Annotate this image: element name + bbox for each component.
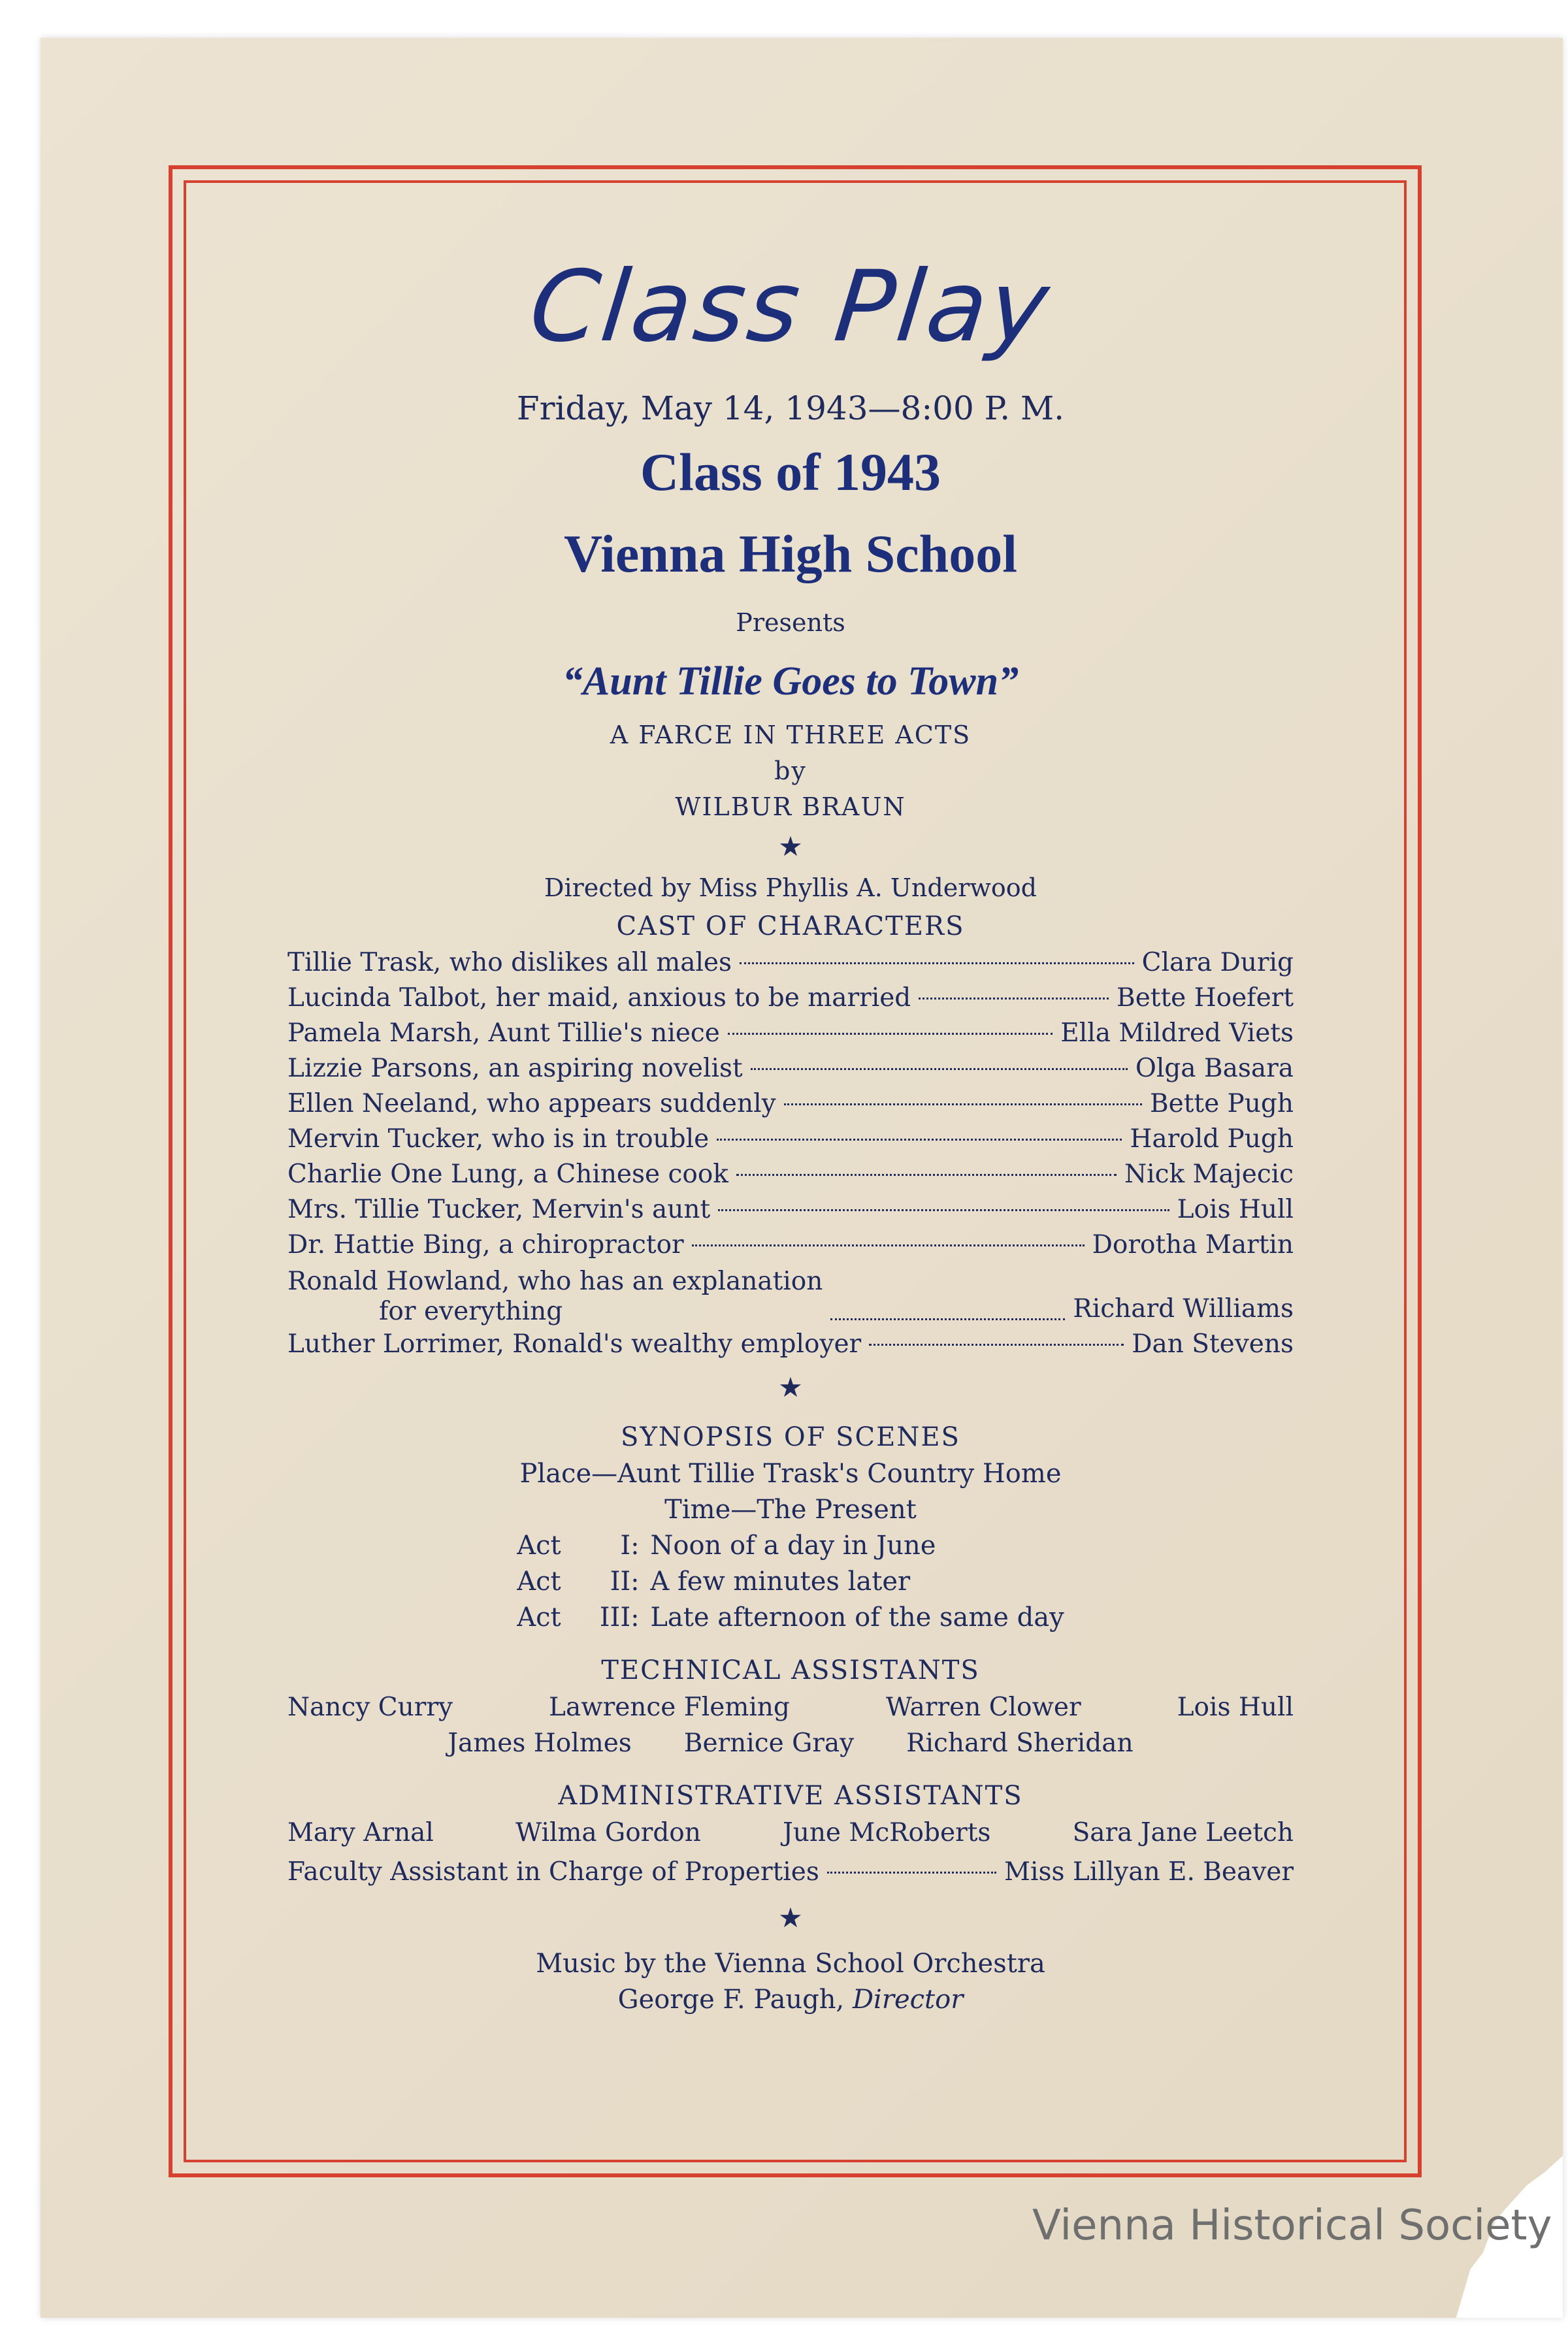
- director-credit: Directed by Miss Phyllis A. Underwood: [544, 873, 1037, 902]
- act-list: [517, 1528, 1064, 1636]
- class-of-heading: Class of 1943: [640, 442, 941, 502]
- star-divider-icon: ★: [778, 1371, 803, 1403]
- star-divider-icon: ★: [778, 1902, 803, 1934]
- technical-names-row: James Holmes Bernice Gray Richard Sheridan: [448, 1729, 1134, 1758]
- cast-row: Mervin Tucker, who is in trouble Harold Pugh: [287, 1124, 1294, 1154]
- act-row: Act II: A few minutes later: [517, 1567, 911, 1597]
- cast-row: Mrs. Tillie Tucker, Mervin's aunt Lois Hull: [287, 1195, 1294, 1224]
- script-title: Class Play: [525, 250, 1056, 364]
- cast-row-ronald: Ronald Howland, who has an explanation for everything Richard Williams: [287, 1267, 1294, 1326]
- music-credit: Music by the Vienna School Orchestra: [536, 1949, 1045, 1979]
- cast-row: Pamela Marsh, Aunt Tillie's niece Ella Mildred Viets: [287, 1018, 1294, 1048]
- cast-row: Charlie One Lung, a Chinese cook Nick Majecic: [287, 1160, 1294, 1189]
- administrative-heading: ADMINISTRATIVE ASSISTANTS: [558, 1781, 1023, 1811]
- cast-row: Ellen Neeland, who appears suddenly Bette Pugh: [287, 1089, 1294, 1118]
- cast-row-luther: Luther Lorrimer, Ronald's wealthy employer Dan Stevens: [287, 1329, 1294, 1359]
- synopsis-place: Place—Aunt Tillie Trask's Country Home: [519, 1459, 1062, 1489]
- technical-names-row: Nancy Curry Lawrence Fleming Warren Clower Lois Hull: [287, 1693, 1294, 1722]
- presents-label: Presents: [736, 608, 845, 637]
- music-director: George F. Paugh, Director: [617, 1985, 964, 2015]
- faculty-assistant: Faculty Assistant in Charge of Properties Miss Lillyan E. Beaver: [287, 1857, 1294, 1887]
- cast-list: [287, 945, 1294, 1362]
- cast-row: Dr. Hattie Bing, a chiropractor Dorotha Martin: [287, 1230, 1294, 1259]
- administrative-names-row: Mary Arnal Wilma Gordon June McRoberts Sara Jane Leetch: [287, 1818, 1294, 1847]
- cast-row: Tillie Trask, who dislikes all males Clara Durig: [287, 948, 1294, 977]
- cast-row: Lizzie Parsons, an aspiring novelist Olga Basara: [287, 1054, 1294, 1083]
- act-row: Act III: Late afternoon of the same day: [517, 1602, 1064, 1633]
- cast-heading: CAST OF CHARACTERS: [616, 911, 965, 941]
- star-divider-icon: ★: [778, 830, 803, 862]
- synopsis-heading: SYNOPSIS OF SCENES: [621, 1422, 960, 1452]
- author-name: WILBUR BRAUN: [675, 792, 906, 821]
- synopsis-time: Time—The Present: [664, 1495, 917, 1525]
- school-name: Vienna High School: [563, 524, 1018, 583]
- watermark: Vienna Historical Society: [1032, 2202, 1552, 2250]
- farce-label: A FARCE IN THREE ACTS: [610, 721, 972, 749]
- by-label: by: [774, 756, 807, 785]
- performance-date: Friday, May 14, 1943—8:00 P. M.: [516, 389, 1065, 427]
- technical-heading: TECHNICAL ASSISTANTS: [601, 1655, 980, 1685]
- program-content: [287, 242, 1294, 2018]
- act-row: Act I: Noon of a day in June: [517, 1531, 936, 1561]
- play-title: “Aunt Tillie Goes to Town”: [562, 659, 1019, 704]
- cast-row: Lucinda Talbot, her maid, anxious to be married Bette Hoefert: [287, 983, 1294, 1013]
